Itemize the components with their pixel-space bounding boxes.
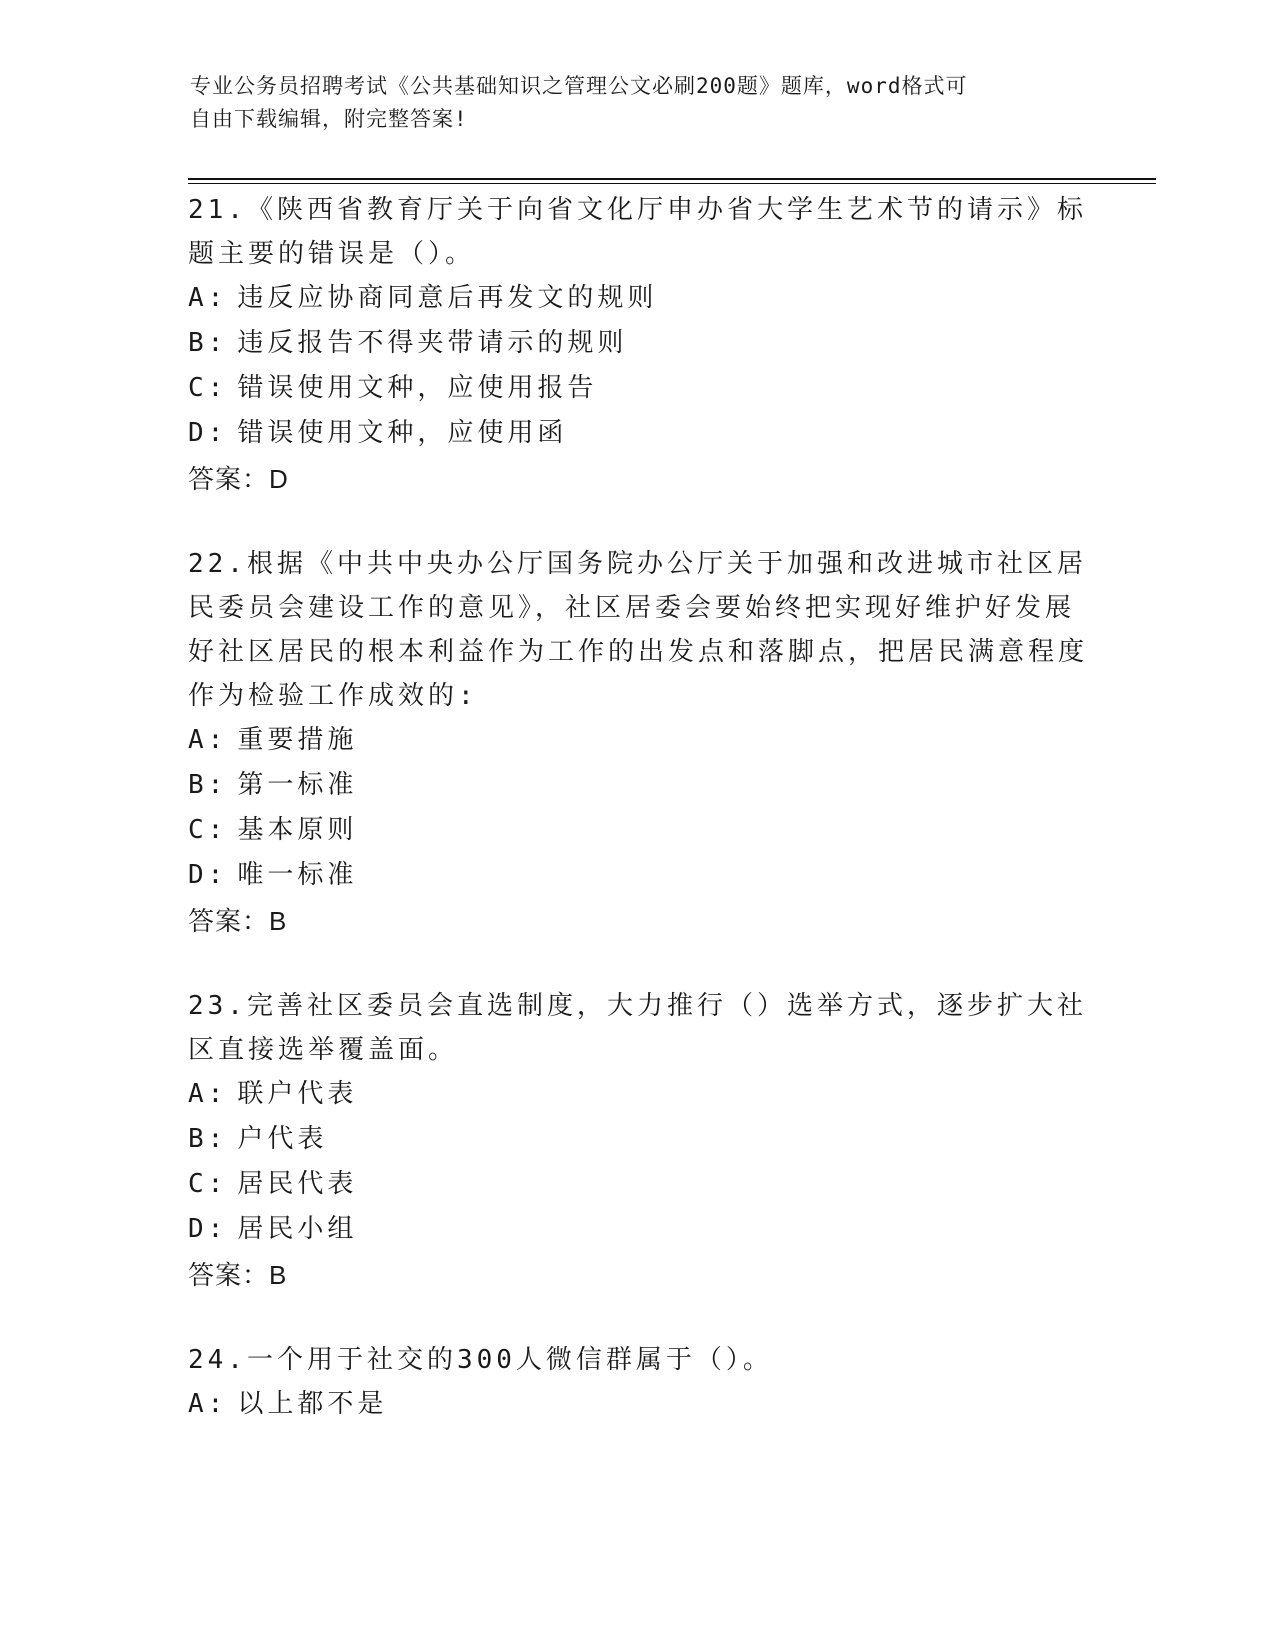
option-letter: A: (188, 1389, 228, 1419)
option-a (188, 718, 1088, 763)
option-letter: D: (188, 860, 228, 890)
option-a (188, 1382, 1088, 1427)
question-stem: 24.一个用于社交的300人微信群属于（）。 (188, 1345, 773, 1375)
option-text: 居民小组 (237, 1214, 358, 1244)
question-stem: 23.完善社区委员会直选制度，大力推行（）选举方式，逐步扩大社区直接选举覆盖面。 (188, 991, 1087, 1065)
header-line-2: 自由下载编辑，附完整答案! (190, 107, 468, 131)
question-list (188, 188, 1088, 1467)
option-text: 唯一标准 (237, 860, 358, 890)
option-letter: C: (188, 373, 228, 403)
header-rule-thick (188, 178, 1156, 180)
option-b (188, 763, 1088, 808)
option-text: 以上都不是 (237, 1389, 388, 1419)
option-text: 错误使用文种，应使用函 (237, 418, 568, 448)
option-letter: D: (188, 1214, 228, 1244)
option-text: 错误使用文种，应使用报告 (237, 373, 598, 403)
header-rule-thin (188, 183, 1156, 184)
option-a (188, 1072, 1088, 1117)
option-letter: B: (188, 770, 228, 800)
option-c (188, 366, 1088, 411)
question-23 (188, 984, 1088, 1298)
option-d (188, 1207, 1088, 1252)
option-letter: A: (188, 1079, 228, 1109)
document-header (190, 70, 1090, 136)
option-letter: B: (188, 1124, 228, 1154)
option-c (188, 1162, 1088, 1207)
option-text: 违反报告不得夹带请示的规则 (237, 328, 628, 358)
question-21 (188, 188, 1088, 502)
option-letter: B: (188, 328, 228, 358)
option-letter: A: (188, 725, 228, 755)
option-text: 重要措施 (237, 725, 358, 755)
question-stem: 22.根据《中共中央办公厅国务院办公厅关于加强和改进城市社区居民委员会建设工作的意见》，社区居委会要始终把实现好维护好发展好社区居民的根本利益作为工作的出发点和落脚点，把居民满意程度作为检验工作成效的: (188, 549, 1089, 711)
option-text: 户代表 (237, 1124, 328, 1154)
option-text: 居民代表 (237, 1169, 358, 1199)
option-text: 违反应协商同意后再发文的规则 (237, 283, 658, 313)
answer-line: 答案：D (188, 464, 289, 494)
question-22 (188, 542, 1088, 944)
question-24 (188, 1338, 1088, 1427)
option-letter: A: (188, 283, 228, 313)
option-d (188, 411, 1088, 456)
option-letter: C: (188, 1169, 228, 1199)
option-letter: D: (188, 418, 228, 448)
answer-line: 答案：B (188, 906, 288, 936)
answer-line: 答案：B (188, 1260, 288, 1290)
option-c (188, 808, 1088, 853)
option-text: 第一标准 (237, 770, 358, 800)
option-text: 联户代表 (237, 1079, 358, 1109)
option-text: 基本原则 (237, 815, 358, 845)
option-b (188, 321, 1088, 366)
option-letter: C: (188, 815, 228, 845)
header-line-1: 专业公务员招聘考试《公共基础知识之管理公文必刷200题》题库，word格式可 (190, 74, 968, 98)
option-d (188, 853, 1088, 898)
option-b (188, 1117, 1088, 1162)
question-stem: 21.《陕西省教育厅关于向省文化厅申办省大学生艺术节的请示》标题主要的错误是（）。 (188, 195, 1087, 269)
option-a (188, 276, 1088, 321)
